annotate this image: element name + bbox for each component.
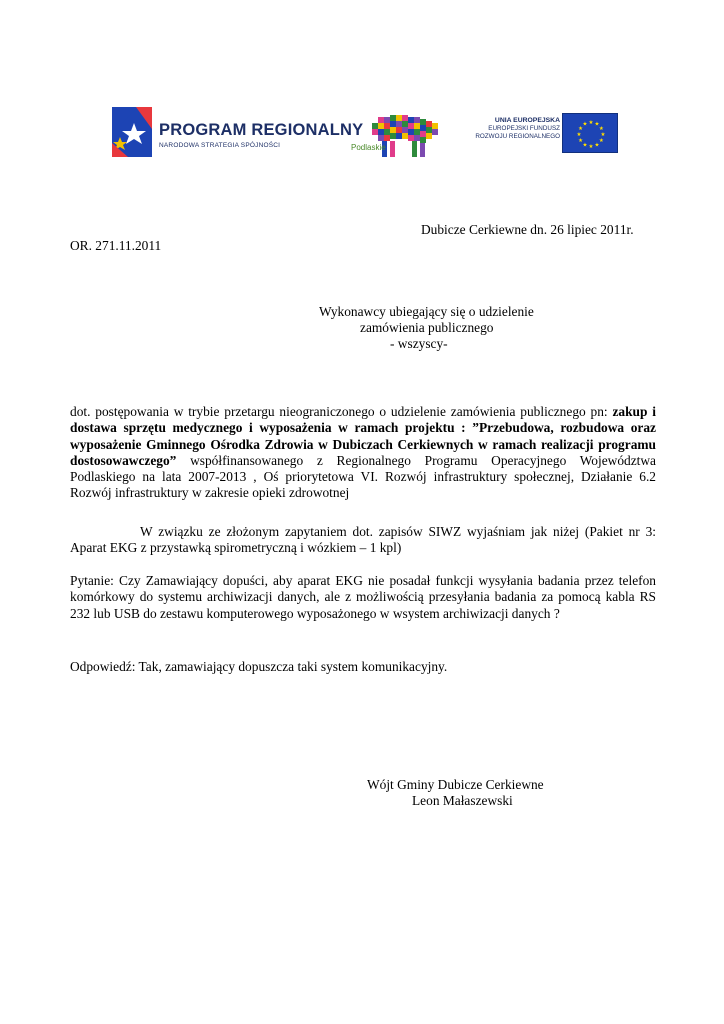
reference-number: OR. 271.11.2011 — [70, 238, 162, 253]
header-banner — [108, 103, 623, 165]
recipient-line-3: - wszyscy- — [390, 336, 448, 351]
eu-star-icon: ★ — [594, 121, 600, 128]
eu-star-icon: ★ — [582, 142, 588, 149]
eu-star-icon: ★ — [588, 120, 594, 126]
subject-funding-details: współfinansowanego z Regionalnego Programu Operacyjnego Województwa Podlaskiego na lata 2007-2013 , Oś priorytetowa VI. Rozwój infrastruktury społecznej, Działanie 6.2 Rozwój infrastruktury w zakresie opieki zdrowotnej — [70, 452, 656, 501]
eu-star-icon: ★ — [582, 121, 588, 128]
subject-intro: dot. postępowania w trybie przetargu nieograniczonego o udzielenie zamówienia publicznego pn: — [70, 404, 608, 419]
recipient-line-2: zamówienia publicznego — [360, 320, 494, 335]
question-paragraph: Pytanie: Czy Zamawiający dopuści, aby aparat EKG nie posadał funkcji wysyłania badania przez telefon komórkowy do systemu archiwizacji danych, ale z możliwością przesyłania badania za pomocą kabla RS 232 lub USB do zestawu komputerowego wyposażonego w wsystem archiwizacji danych ? — [70, 573, 656, 621]
eu-star-icon: ★ — [578, 138, 584, 144]
region-label: Podlaskie — [351, 143, 386, 152]
place-and-date: Dubicze Cerkiewne dn. 26 lipiec 2011r. — [421, 222, 634, 237]
eu-star-icon: ★ — [588, 144, 594, 150]
recipient-line-1: Wykonawcy ubiegający się o udzielenie — [319, 304, 534, 319]
program-title: PROGRAM REGIONALNY — [159, 121, 364, 139]
subject-paragraph — [70, 404, 656, 502]
explanation-paragraph: W związku ze złożonym zapytaniem dot. zapisów SIWZ wyjaśniam jak niżej (Pakiet nr 3: Aparat EKG z przystawką spirometryczną i wózkiem – 1 kpl) — [70, 524, 656, 556]
eu-fund-line-2: ROZWOJU REGIONALNEGO — [475, 133, 560, 140]
program-star-logo-icon — [108, 103, 156, 161]
eu-star-icon: ★ — [576, 132, 582, 138]
eu-star-icon: ★ — [598, 138, 604, 144]
eu-flag-icon — [562, 113, 618, 153]
eu-star-icon: ★ — [600, 132, 606, 138]
eu-star-icon: ★ — [594, 142, 600, 149]
answer-paragraph: Odpowiedź: Tak, zamawiający dopuszcza taki system komunikacyjny. — [70, 659, 448, 674]
eu-star-icon: ★ — [598, 126, 604, 132]
eu-fund-line-1: EUROPEJSKI FUNDUSZ — [488, 125, 560, 132]
eu-title: UNIA EUROPEJSKA — [494, 117, 560, 124]
signature-name: Leon Małaszewski — [412, 793, 513, 808]
podlaskie-bison-logo-icon — [368, 111, 443, 161]
program-subtitle: NARODOWA STRATEGIA SPÓJNOŚCI — [159, 142, 281, 149]
subject-project-title: zakup i dostawa sprzętu medycznego i wyposażenia w ramach projektu : ”Przebudowa, rozbudowa oraz wyposażenie Gminnego Ośrodka Zdrowia w Dubiczach Cerkiewnych w ramach realizacji programu dostosowawczego” — [70, 404, 656, 468]
eu-star-icon: ★ — [578, 126, 584, 132]
signature-title: Wójt Gminy Dubicze Cerkiewne — [367, 777, 544, 792]
